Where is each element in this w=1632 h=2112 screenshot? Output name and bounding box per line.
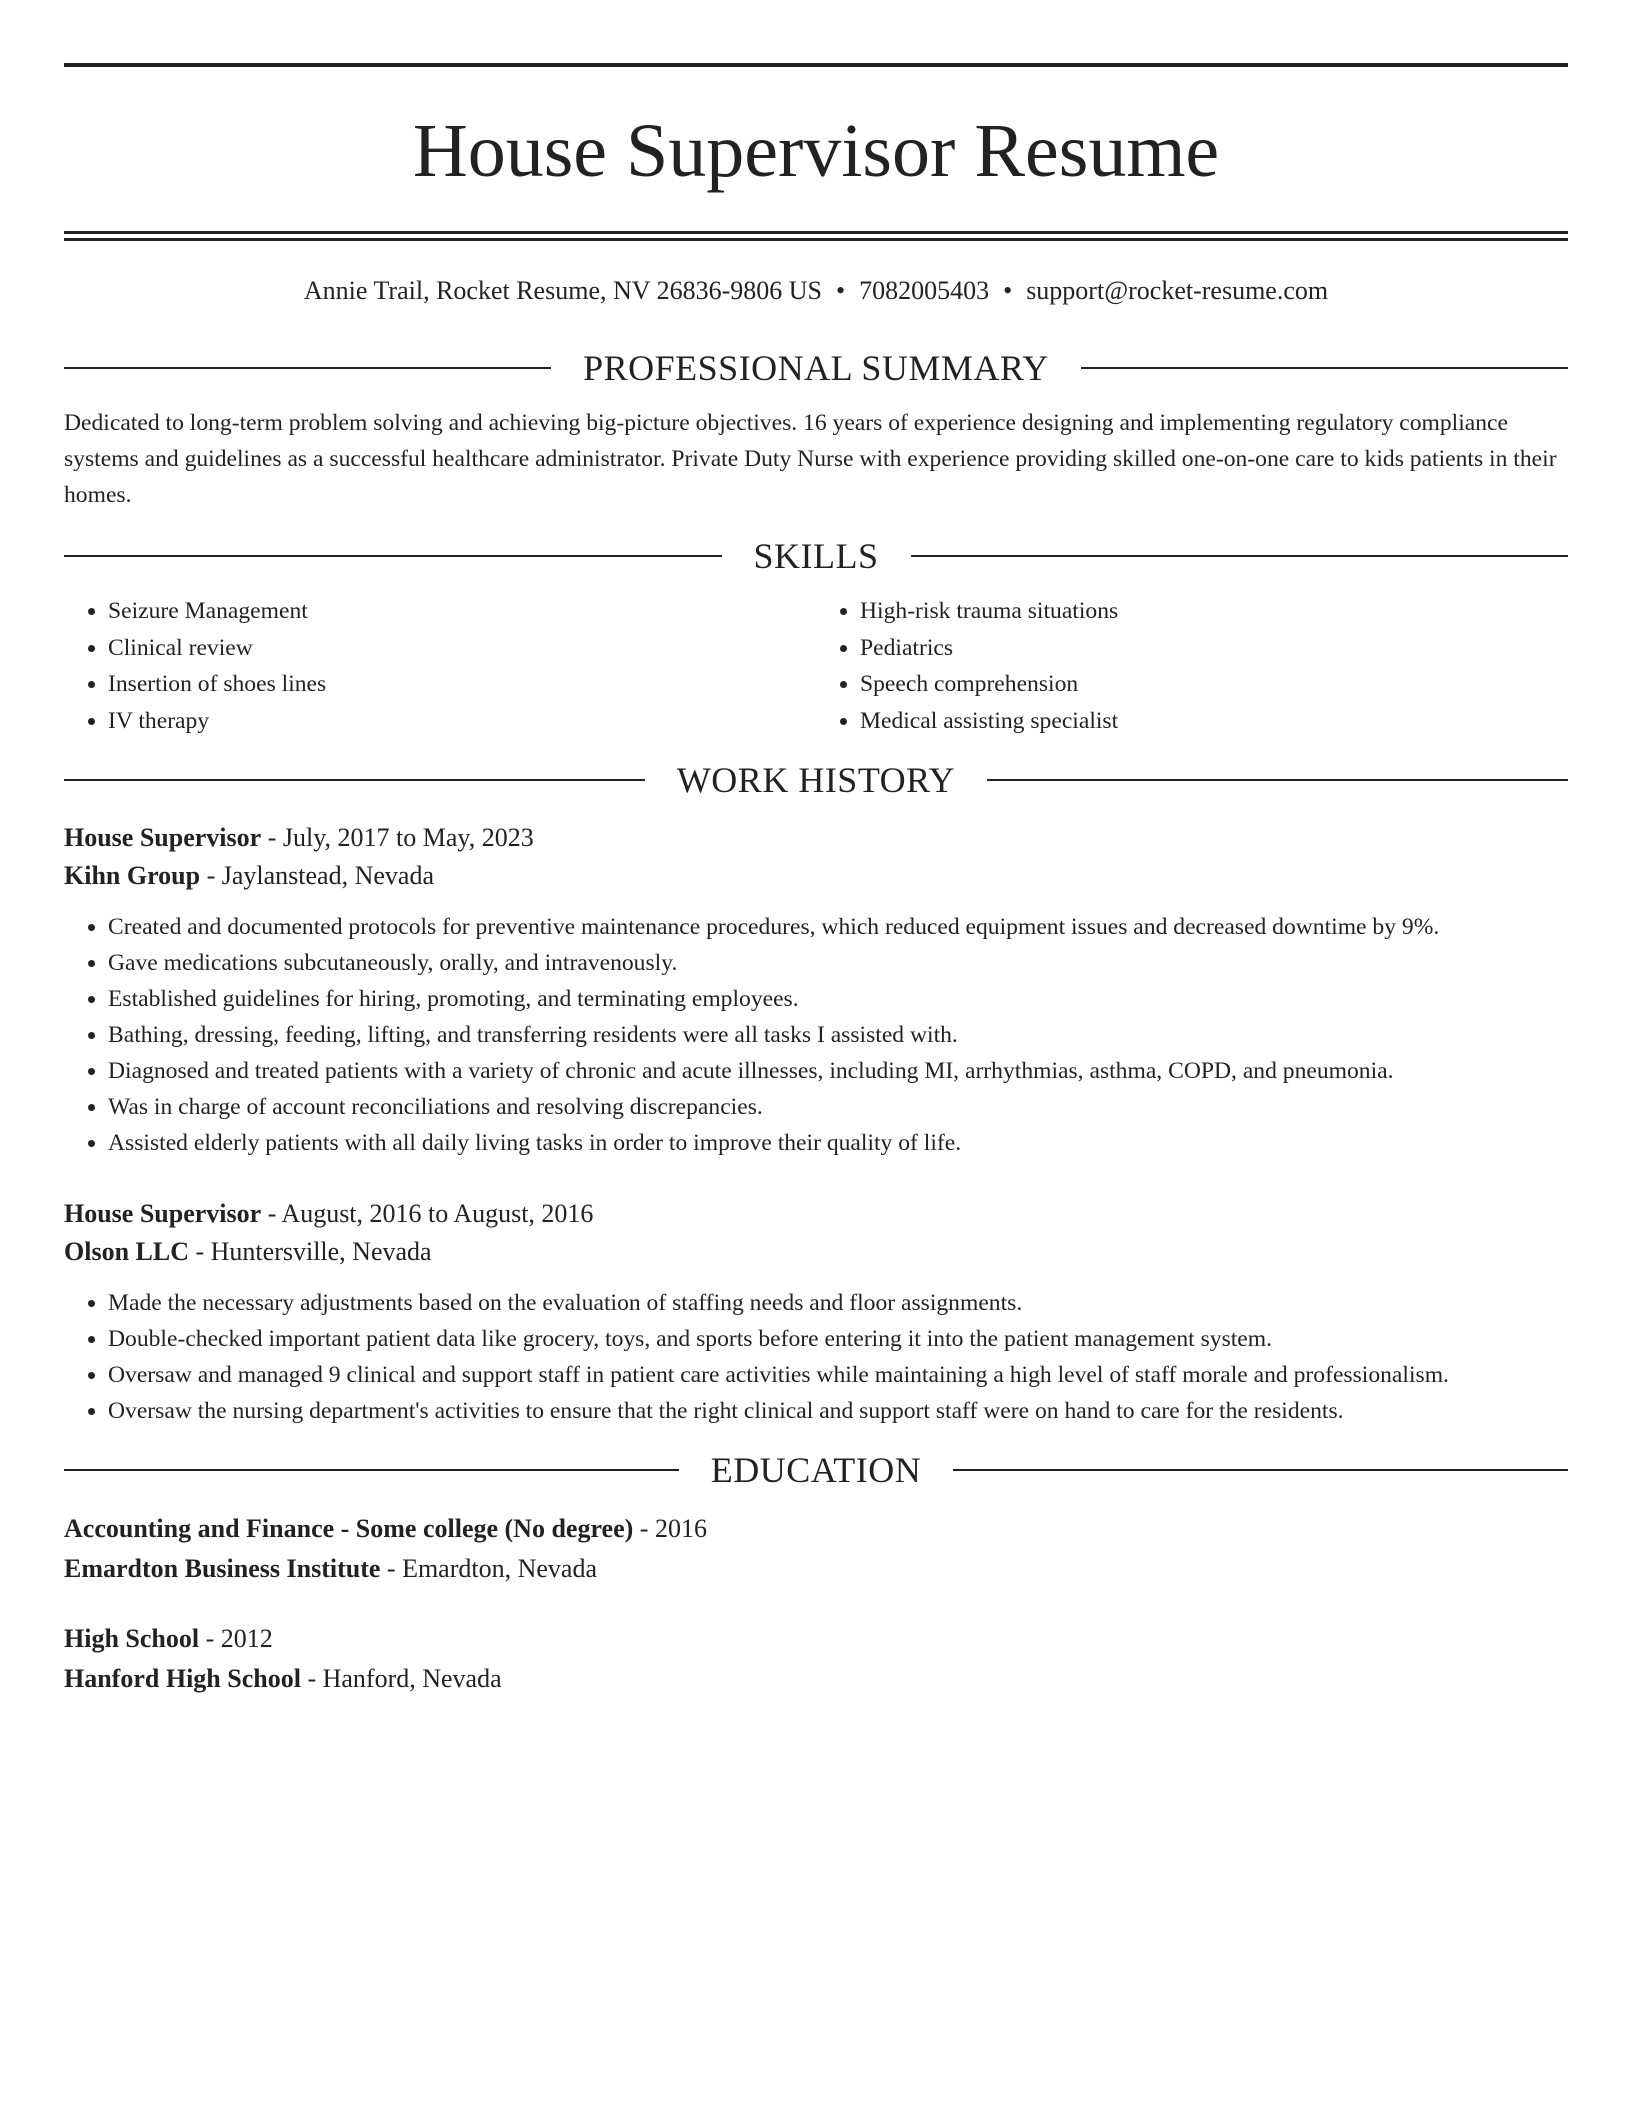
education-location: - Emardton, Nevada	[380, 1554, 597, 1583]
top-rule	[64, 63, 1568, 67]
contact-separator: •	[835, 276, 846, 305]
heading-rule	[64, 1469, 679, 1471]
section-heading-work	[64, 757, 1568, 803]
skill-item: • High-risk trauma situations	[860, 593, 1568, 630]
education-degree-line	[64, 1509, 1568, 1549]
education-year: - 2012	[199, 1624, 273, 1653]
education-location: - Hanford, Nevada	[300, 1664, 502, 1693]
job-entry	[64, 1195, 1568, 1429]
skills-list	[64, 593, 1568, 739]
contact-separator: •	[1003, 276, 1013, 305]
education-entry	[64, 1509, 1568, 1589]
duty-item: • Double-checked important patient data like grocery, toys, and sports before entering it into the patient management system.	[108, 1321, 1568, 1357]
heading-rule	[64, 367, 551, 369]
job-dates: - August, 2016 to August, 2016	[261, 1199, 594, 1228]
education-degree: Accounting and Finance - Some college (No degree)	[64, 1514, 634, 1543]
education-degree: High School	[64, 1624, 200, 1653]
education-degree-line	[64, 1619, 1568, 1659]
contact-email: support@rocket-resume.com	[1026, 276, 1329, 305]
job-duties	[64, 909, 1568, 1161]
duty-item: • Established guidelines for hiring, promoting, and terminating employees.	[108, 981, 1568, 1017]
duty-item: • Bathing, dressing, feeding, lifting, and transferring residents were all tasks I assisted with.	[108, 1017, 1568, 1053]
contact-phone: 7082005403	[859, 276, 990, 305]
skill-item: • Insertion of shoes lines	[108, 666, 816, 703]
duty-item: • Gave medications subcutaneously, orally, and intravenously.	[108, 945, 1568, 981]
section-title: SKILLS	[753, 536, 879, 576]
heading-rule	[953, 1469, 1568, 1471]
heading-rule	[64, 555, 722, 557]
education-school-line	[64, 1659, 1568, 1699]
skill-item: • IV therapy	[108, 703, 816, 740]
job-title-line	[64, 819, 1568, 857]
section-heading-education	[64, 1447, 1568, 1493]
job-location: - Huntersville, Nevada	[189, 1237, 432, 1266]
skill-item: • Speech comprehension	[860, 666, 1568, 703]
job-title: House Supervisor	[64, 1199, 262, 1228]
heading-rule	[987, 779, 1568, 781]
job-company-line	[64, 1233, 1568, 1271]
education-entry	[64, 1619, 1568, 1699]
job-location: - Jaylanstead, Nevada	[200, 861, 434, 890]
section-title: WORK HISTORY	[676, 760, 956, 800]
duty-item: • Assisted elderly patients with all daily living tasks in order to improve their quality of life.	[108, 1125, 1568, 1161]
section-heading-skills	[64, 533, 1568, 579]
heading-rule	[64, 779, 645, 781]
job-title: House Supervisor	[64, 823, 262, 852]
section-heading-summary	[64, 345, 1568, 391]
job-company: Kihn Group	[64, 861, 201, 890]
education-school-line	[64, 1549, 1568, 1589]
duty-item: • Diagnosed and treated patients with a variety of chronic and acute illnesses, including MI, arrhythmias, asthma, COPD, and pneumonia.	[108, 1053, 1568, 1089]
duty-item: • Created and documented protocols for preventive maintenance procedures, which reduced equipment issues and decreased downtime by 9%.	[108, 909, 1568, 945]
contact-address: Annie Trail, Rocket Resume, NV 26836-9806 US	[303, 276, 822, 305]
heading-rule	[911, 555, 1569, 557]
duty-item: • Oversaw the nursing department's activities to ensure that the right clinical and support staff were on hand to care for the residents.	[108, 1393, 1568, 1429]
title-double-rule	[64, 231, 1568, 241]
duty-item: • Oversaw and managed 9 clinical and support staff in patient care activities while maintaining a high level of staff morale and professionalism.	[108, 1357, 1568, 1393]
job-duties	[64, 1285, 1568, 1429]
skills-column-right	[816, 593, 1568, 739]
skill-item: • Medical assisting specialist	[860, 703, 1568, 740]
heading-rule	[1081, 367, 1568, 369]
job-dates: - July, 2017 to May, 2023	[261, 823, 534, 852]
skill-item: • Seizure Management	[108, 593, 816, 630]
education-year: - 2016	[633, 1514, 707, 1543]
education-school: Hanford High School	[64, 1664, 301, 1693]
section-title: EDUCATION	[710, 1450, 922, 1490]
duty-item: • Was in charge of account reconciliations and resolving discrepancies.	[108, 1089, 1568, 1125]
page-title: House Supervisor Resume	[412, 109, 1220, 193]
duty-item: • Made the necessary adjustments based on the evaluation of staffing needs and floor assignments.	[108, 1285, 1568, 1321]
skill-item: • Clinical review	[108, 630, 816, 667]
summary-text: Dedicated to long-term problem solving and achieving big-picture objectives. 16 years of experience designing and implementing regulatory compliance systems and guidelines as a successful healthcare administrator. Private Duty Nurse with experience providing skilled one-on-one care to kids patients in their homes.	[64, 410, 1557, 508]
job-entry	[64, 819, 1568, 1161]
skill-item: • Pediatrics	[860, 630, 1568, 667]
job-company-line	[64, 857, 1568, 895]
education-school: Emardton Business Institute	[64, 1554, 381, 1583]
job-title-line	[64, 1195, 1568, 1233]
contact-line	[64, 271, 1568, 311]
job-company: Olson LLC	[64, 1237, 189, 1266]
skills-column-left	[64, 593, 816, 739]
section-title: PROFESSIONAL SUMMARY	[583, 348, 1049, 388]
